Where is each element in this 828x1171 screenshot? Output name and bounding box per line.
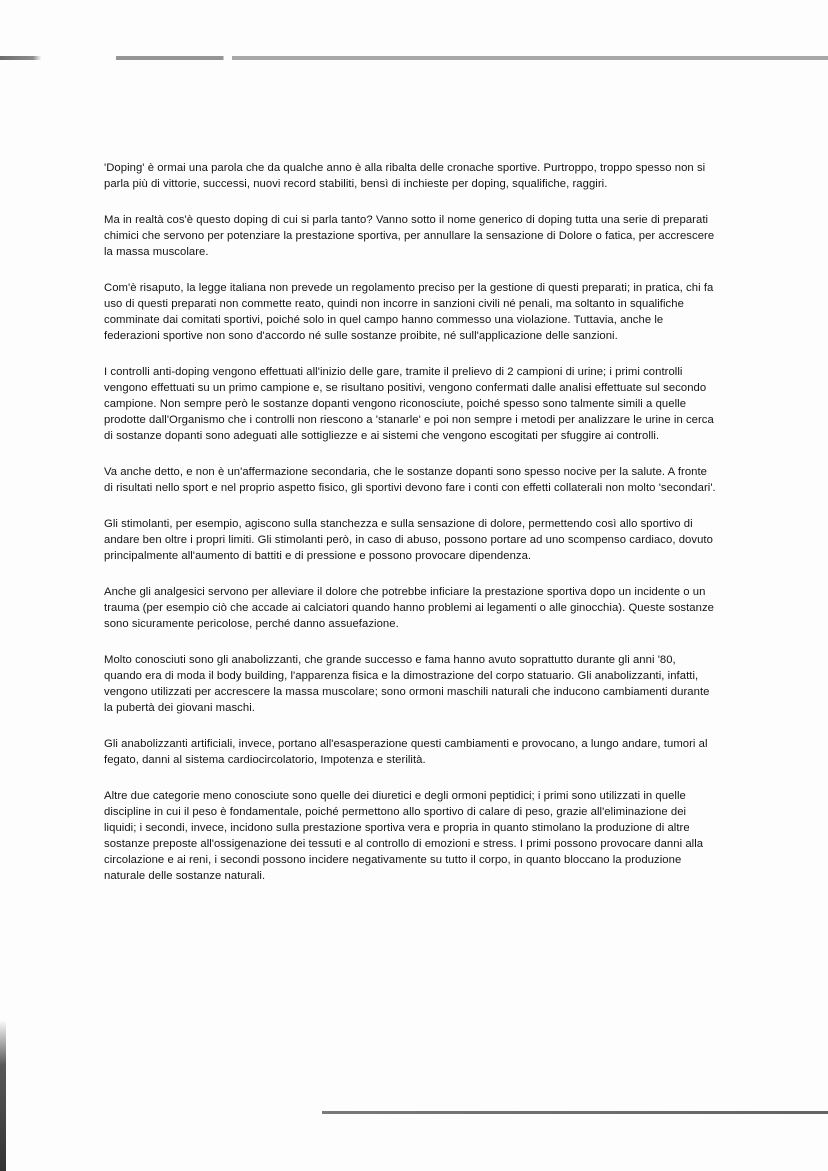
paragraph-health-risks: Va anche detto, e non è un'affermazione secondaria, che le sostanze dopanti sono spesso nocive per la salute. A fronte di risultati nello sport e nel proprio aspetto fisico, gli sportivi devono fare i conti con effetti collaterali non molto 'secondari'. [104, 466, 716, 494]
paragraph-doping-intro: 'Doping' è ormai una parola che da qualche anno è alla ribalta delle cronache sportive. Purtroppo, troppo spesso non si parla più di vittorie, successi, nuovi record stabiliti, bensì di inchieste per doping, squalifiche, raggiri. [104, 162, 706, 190]
paragraph-analgesics: Anche gli analgesici servono per alleviare il dolore che potrebbe inficiare la prestazione sportiva dopo un incidente o un trauma (per esempio ciò che accade ai calciatori quando hanno problemi ai legamenti o alle ginocchia). Queste sostanze sono sicuramente pericolose, perché danno assuefazione. [104, 586, 715, 630]
paragraph-italian-law: Com'è risaputo, la legge italiana non prevede un regolamento preciso per la gestione di questi preparati; in pratica, chi fa uso di questi preparati non commette reato, quindi non incorre in sanzioni civili né penali, ma soltanto in squalifiche comminate dai comitati sportivi, poiché solo in quel campo hanno commesso una violazione. Tuttavia, anche le federazioni sportive non sono d'accordo né sulle sostanze proibite, né sull'applicazione delle sanzioni. [104, 282, 714, 342]
paragraph-anti-doping-controls: I controlli anti-doping vengono effettuati all'inizio delle gare, tramite il prelievo di 2 campioni di urine; i primi controlli vengono effettuati su un primo campione e, se risultano positivi, vengono confermati dalle analisi effettuate sul secondo campione. Non sempre però le sostanze dopanti vengono riconosciute, poiché spesso sono talmente simili a quelle prodotte dall'Organismo che i controlli non riescono a 'stanarle' e poi non sempre i metodi per analizzare le urine in cerca di sostanze dopanti sono adeguati alle sottigliezze e ai sistemi che vengono escogitati per sfuggire ai controlli. [104, 366, 714, 442]
scan-bottom-edge-artifact [322, 1111, 828, 1114]
scan-top-edge-artifact [0, 56, 828, 60]
paragraph-artificial-anabolics: Gli anabolizzanti artificiali, invece, portano all'esasperazione questi cambiamenti e provocano, a lungo andare, tumori al fegato, danni al sistema cardiocircolatorio, Impotenza e sterilità. [104, 738, 708, 766]
paragraph-stimulants: Gli stimolanti, per esempio, agiscono sulla stanchezza e sulla sensazione di dolore, permettendo così allo sportivo di andare ben oltre i propri limiti. Gli stimolanti però, in caso di abuso, possono portare ad uno scompenso cardiaco, dovuto principalmente all'aumento di battiti e di pressione e possono provocare dipendenza. [104, 518, 713, 562]
document-body [104, 160, 716, 904]
paragraph-anabolics: Molto conosciuti sono gli anabolizzanti, che grande successo e fama hanno avuto soprattutto durante gli anni '80, quando era di moda il body building, l'apparenza fisica e la dimostrazione del corpo statuario. Gli anabolizzanti, infatti, vengono utilizzati per accrescere la massa muscolare; sono ormoni maschili naturali che inducono cambiamenti durante la pubertà dei giovani maschi. [104, 654, 710, 714]
paragraph-diuretics-peptides: Altre due categorie meno conosciute sono quelle dei diuretici e degli ormoni peptidici; i primi sono utilizzati in quelle discipline in cui il peso è fondamentale, poiché permettono allo sportivo di calare di peso, grazie all'eliminazione dei liquidi; i secondi, invece, incidono sulla prestazione sportiva vera e propria in quanto stimolano la produzione di altre sostanze preposte all'ossigenazione dei tessuti e al controllo di emozioni e stress. I primi possono provocare danni alla circolazione e ai reni, i secondi possono incidere negativamente su tutto il corpo, in quanto bloccano la produzione naturale delle sostanze naturali. [104, 790, 704, 882]
scan-left-edge-artifact [0, 1020, 6, 1171]
paragraph-doping-definition: Ma in realtà cos'è questo doping di cui si parla tanto? Vanno sotto il nome generico di doping tutta una serie di preparati chimici che servono per potenziare la prestazione sportiva, per annullare la sensazione di Dolore o fatica, per accrescere la massa muscolare. [104, 214, 715, 258]
